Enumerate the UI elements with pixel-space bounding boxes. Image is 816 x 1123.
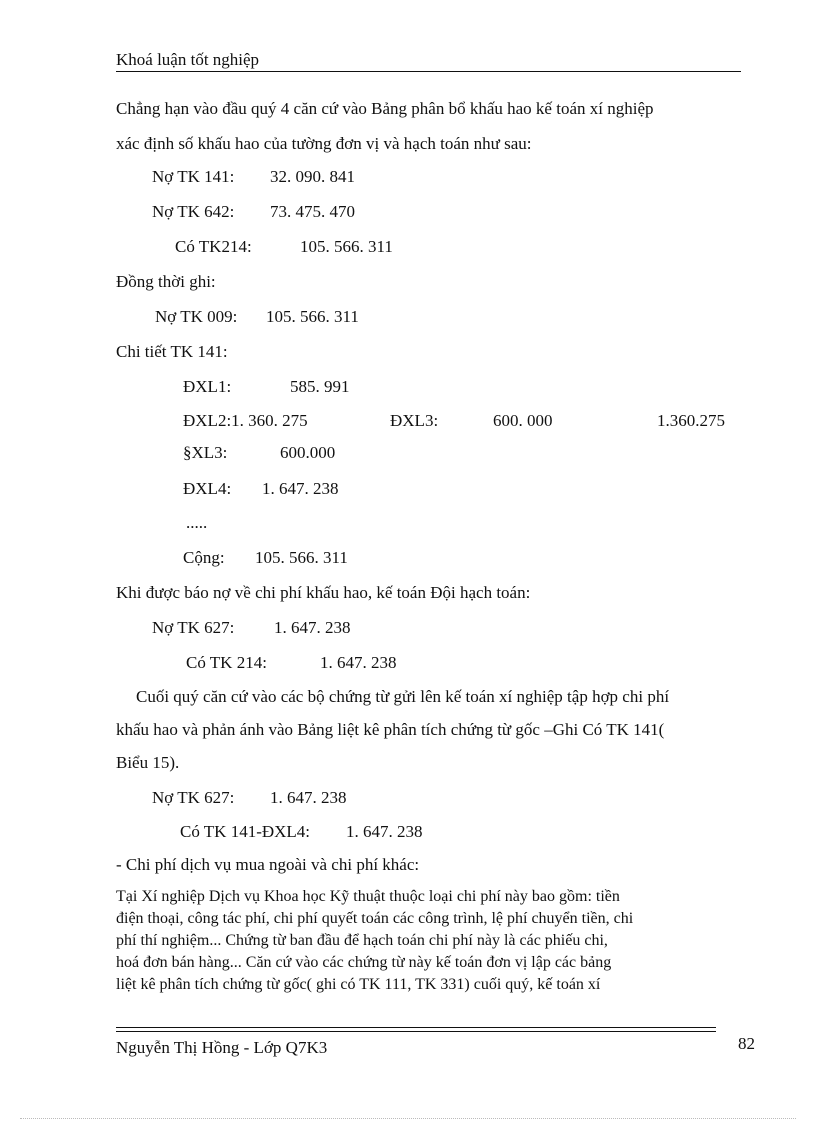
intro-line-1: Chẳng hạn vào đầu quý 4 căn cứ vào Bảng phân bổ khấu hao kế toán xí nghiệp	[116, 99, 654, 118]
chi-tiet-heading: Chi tiết TK 141:	[116, 342, 228, 361]
final-line-3: phí thí nghiệm... Chứng từ ban đầu để hạch toán chi phí này là các phiếu chi,	[116, 932, 608, 949]
dxl4-label: ĐXL4:	[183, 479, 232, 498]
footer-rule-top	[116, 1027, 716, 1028]
sxl3-value: 600.000	[280, 443, 336, 462]
dong-thoi-ghi: Đồng thời ghi:	[116, 272, 216, 291]
entry3-no-value: 1. 647. 238	[274, 618, 351, 637]
footer-rule-bottom	[116, 1031, 716, 1032]
entry4-co-label: Có TK 141-ĐXL4:	[180, 822, 311, 841]
dxl3-label: ĐXL3:	[390, 411, 439, 430]
footer-author: Nguyễn Thị Hồng - Lớp Q7K3	[116, 1038, 328, 1057]
khi-line: Khi được báo nợ về chi phí khấu hao, kế toán Đội hạch toán:	[116, 583, 531, 602]
entry1-no1-value: 32. 090. 841	[270, 167, 355, 186]
dxl1-value: 585. 991	[290, 377, 350, 396]
total-label: Cộng:	[183, 548, 225, 567]
entry1-co-value: 105. 566. 311	[300, 237, 393, 256]
page-number: 82	[738, 1034, 755, 1053]
cuoi-line-1: Cuối quý căn cứ vào các bộ chứng từ gửi lên kế toán xí nghiệp tập hợp chi phí	[136, 687, 670, 706]
final-line-4: hoá đơn bán hàng... Căn cứ vào các chứng từ này kế toán đơn vị lập các bảng	[116, 954, 612, 971]
entry4-no-value: 1. 647. 238	[270, 788, 347, 807]
sxl3-label: §XL3:	[183, 443, 228, 462]
cuoi-line-3: Biểu 15).	[116, 753, 180, 772]
final-line-5: liệt kê phân tích chứng từ gốc( ghi có TK 111, TK 331) cuối quý, kế toán xí	[116, 976, 601, 993]
entry4-co-value: 1. 647. 238	[346, 822, 423, 841]
entry4-no-label: Nợ TK 627:	[152, 788, 235, 807]
entry2-value: 105. 566. 311	[266, 307, 359, 326]
final-line-1: Tại Xí nghiệp Dịch vụ Khoa học Kỹ thuật thuộc loại chi phí này bao gồm: tiền	[116, 888, 620, 905]
intro-line-2: xác định số khấu hao của tường đơn vị và hạch toán như sau:	[116, 134, 532, 153]
entry1-no1-label: Nợ TK 141:	[152, 167, 235, 186]
cuoi-line-2: khấu hao và phản ánh vào Bảng liệt kê phân tích chứng từ gốc –Ghi Có TK 141(	[116, 720, 665, 739]
header-rule	[116, 71, 741, 72]
dxl4-value: 1. 647. 238	[262, 479, 339, 498]
entry1-no2-value: 73. 475. 470	[270, 202, 355, 221]
page-header-title: Khoá luận tốt nghiệp	[116, 50, 260, 69]
entry1-co-label: Có TK214:	[175, 237, 252, 256]
entry1-no2-label: Nợ TK 642:	[152, 202, 235, 221]
entry2-label: Nợ TK 009:	[155, 307, 238, 326]
dxl3-extra-value: 1.360.275	[657, 411, 725, 430]
bottom-dotted-edge	[20, 1118, 796, 1119]
total-value: 105. 566. 311	[255, 548, 348, 567]
entry3-no-label: Nợ TK 627:	[152, 618, 235, 637]
dxl1-label: ĐXL1:	[183, 377, 232, 396]
section-heading: - Chi phí dịch vụ mua ngoài và chi phí khác:	[116, 855, 420, 874]
entry3-co-label: Có TK 214:	[186, 653, 267, 672]
final-line-2: điện thoại, công tác phí, chi phí quyết toán các công trình, lệ phí chuyển tiền, chi	[116, 910, 634, 927]
ellipsis: .....	[186, 513, 208, 532]
dxl2: ĐXL2:1. 360. 275	[183, 411, 308, 430]
dxl3-value: 600. 000	[493, 411, 553, 430]
entry3-co-value: 1. 647. 238	[320, 653, 397, 672]
